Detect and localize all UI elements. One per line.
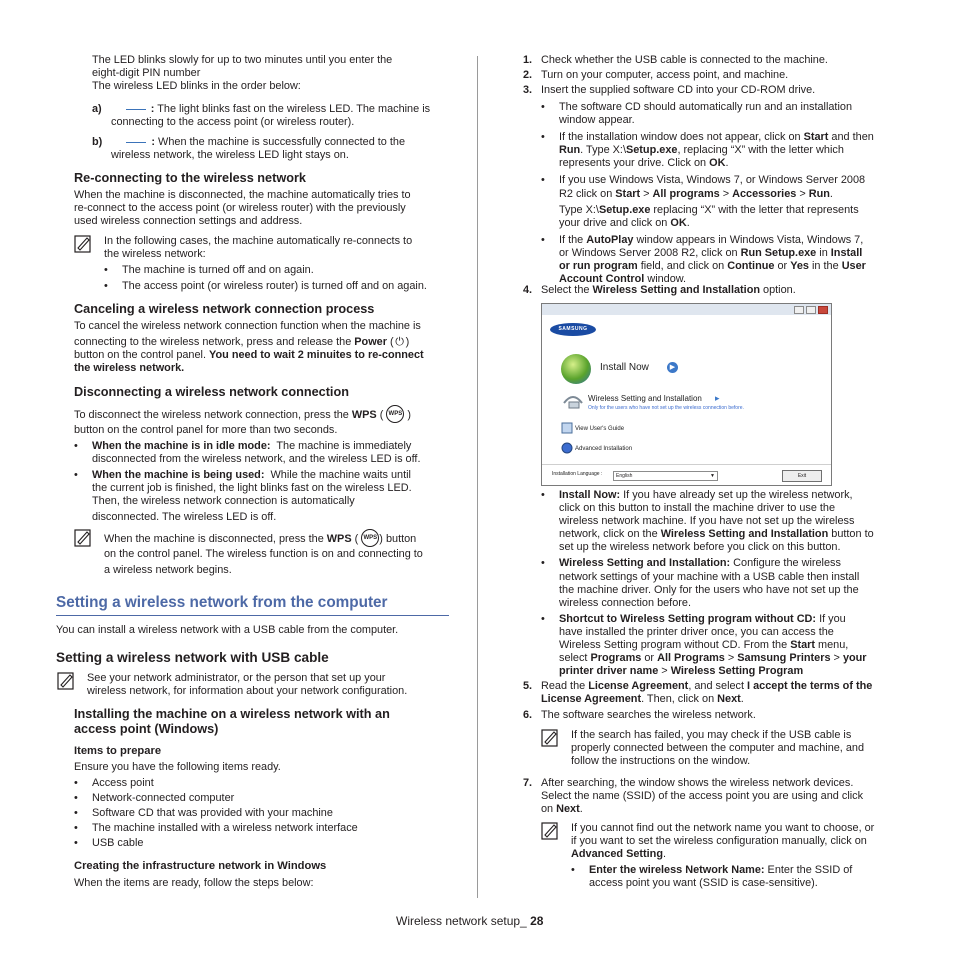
body-line: button on the control panel for more than two seconds.: [74, 424, 338, 436]
t: Start: [615, 187, 641, 200]
steps-1-3: [523, 54, 903, 97]
note-icon: [541, 729, 561, 747]
t: Programs: [590, 652, 642, 665]
note-line: wireless network, for information about your network configuration.: [87, 685, 408, 698]
items-intro: Ensure you have the following items ready.: [74, 761, 281, 773]
list-item: • Software CD that was provided with your machine: [74, 807, 464, 820]
body-line: When the machine is disconnected, the machine automatically tries to: [74, 189, 411, 201]
body-line: re-connect to the access point (or wireless router) with the previously: [74, 202, 406, 215]
led-intro-line: The wireless LED blinks in the order below:: [92, 80, 301, 93]
list-item: • The access point (or wireless router) is turned off and on again.: [104, 280, 464, 293]
arrow-right-icon[interactable]: ▶: [667, 362, 678, 373]
note-icon: [57, 672, 77, 690]
window-divider: [542, 464, 831, 465]
t: Account Control: [559, 273, 645, 286]
t: access point you want (SSID is case-sensitive).: [589, 877, 818, 890]
t: select: [559, 652, 591, 665]
usb-note: [87, 672, 457, 698]
list-item: • If you use Windows Vista, Windows 7, or Windows Server 2008: [541, 174, 901, 187]
t: Wireless Setting program without CD. From the: [559, 639, 791, 652]
section-heading: Setting a wireless network from the computer: [56, 594, 388, 611]
step-7-note: [571, 822, 901, 890]
t: Enter the SSID of: [764, 864, 853, 877]
usb-heading: Setting a wireless network with USB cable: [56, 650, 329, 665]
list-item: • USB cable: [74, 837, 464, 850]
note-text: When the machine is disconnected, press the: [104, 532, 327, 545]
chevron-right-icon[interactable]: ▸: [715, 393, 720, 403]
t: >: [724, 652, 738, 665]
section-intro: You can install a wireless network with a USB cable from the computer.: [56, 624, 399, 636]
led-step-text: connecting to the access point (or wireless router).: [111, 116, 355, 129]
cancel-body: [74, 320, 464, 375]
t: All programs: [652, 187, 720, 200]
close-icon[interactable]: [818, 306, 828, 314]
step-4: [523, 284, 903, 297]
page-number: 28: [530, 914, 544, 928]
t: , replacing “X” with the letter which: [677, 144, 844, 157]
t: window appears in Windows Vista, Windows 7,: [633, 233, 864, 246]
t: your: [842, 652, 867, 665]
advanced-install-button[interactable]: Advanced Installation: [575, 446, 633, 452]
t: Run: [559, 144, 581, 157]
t: If you: [816, 612, 846, 625]
step-number: 6.: [523, 709, 533, 722]
bullet-text: While the machine waits until: [270, 469, 411, 482]
t: window.: [644, 273, 687, 286]
t: Wireless Setting and Installation: [660, 528, 829, 541]
t: >: [830, 652, 843, 665]
reconnect-note: [104, 235, 464, 293]
t: R2 click on: [559, 187, 616, 200]
t: Advanced Setting: [571, 848, 663, 861]
items-list: [74, 761, 464, 851]
t: Continue: [727, 260, 775, 273]
heading-line: access point (Windows): [74, 722, 219, 736]
t: User: [841, 260, 866, 273]
disconnect-heading: Disconnecting a wireless network connection: [74, 385, 349, 399]
column-divider: [477, 56, 478, 898]
t: Type X:\: [559, 203, 599, 216]
t: Yes: [790, 260, 809, 273]
maximize-icon[interactable]: [806, 306, 816, 314]
t: >: [719, 187, 733, 200]
t: network settings of your machine with a USB cable then install: [559, 570, 860, 583]
t: Install Now:: [559, 489, 621, 501]
step-number: 1.: [523, 54, 533, 66]
note-line: If the search has failed, you may check if the USB cable is: [571, 729, 852, 741]
installer-window: [541, 303, 832, 486]
items-heading: Items to prepare: [74, 745, 162, 757]
t: OK: [709, 157, 726, 170]
exit-button[interactable]: Exit: [782, 470, 822, 482]
t: Setup.exe: [598, 203, 651, 216]
note-icon: [74, 529, 94, 547]
chevron-down-icon[interactable]: ▼: [710, 473, 715, 479]
disconnect-note: [104, 530, 464, 577]
note-line: follow the instructions on the window.: [571, 755, 751, 768]
reconnect-body: [74, 189, 464, 228]
wps-button-icon: WPS: [361, 529, 379, 547]
t: field, and click on: [637, 260, 728, 273]
cancel-heading: Canceling a wireless network connection process: [74, 302, 375, 316]
t: menu,: [815, 639, 849, 652]
bullet-text: disconnected from the wireless network, and the wireless LED is off.: [92, 453, 421, 466]
step-number: 4.: [523, 284, 533, 296]
t: the machine driver. Only for the users who have not set up the: [559, 583, 859, 596]
t: The software searches the wireless network.: [541, 709, 756, 722]
t: on: [541, 803, 557, 816]
t: Samsung Printers: [737, 652, 831, 665]
t: After searching, the window shows the wireless network devices.: [541, 777, 854, 789]
t: your drive and click on: [559, 216, 671, 229]
list-item: • Access point: [74, 777, 464, 790]
footer-text: Wireless network setup_: [396, 914, 531, 928]
list-item: • The machine is turned off and on again.: [104, 264, 464, 277]
t: .: [662, 848, 667, 861]
globe-icon: [561, 354, 591, 384]
t: >: [640, 187, 653, 200]
body-text: button on the control panel.: [74, 349, 210, 362]
led-blink-fast-icon: [126, 103, 146, 110]
samsung-logo: SAMSUNG: [550, 323, 596, 336]
paren: ): [405, 336, 410, 349]
t: represents your drive. Click on: [559, 157, 710, 170]
note-line: If you cannot find out the network name you want to choose, or: [571, 822, 875, 834]
step-6-note: [571, 729, 901, 768]
t: License Agreement: [588, 680, 689, 692]
note-line: See your network administrator, or the person that set up your: [87, 672, 386, 684]
bullet-text: the current job is finished, the light blinks fast on the wireless LED.: [92, 482, 412, 495]
t: Wireless Setting and Installation:: [559, 557, 731, 570]
minimize-icon[interactable]: [794, 306, 804, 314]
page-footer: [396, 914, 543, 928]
step-text: Insert the supplied software CD into your CD-ROM drive.: [541, 84, 816, 97]
list-item-cont: window appear.: [559, 114, 635, 127]
t: and then: [828, 131, 874, 144]
bullet-text: disconnected. The wireless LED is off.: [92, 510, 277, 523]
list-item: • The machine installed with a wireless network interface: [74, 822, 464, 835]
note-line: In the following cases, the machine automatically re-connects to: [104, 235, 413, 247]
t: Run: [808, 187, 830, 200]
led-step-text: wireless network, the wireless LED light stays on.: [111, 149, 349, 162]
wps-label: WPS: [351, 408, 377, 421]
language-label: Installation Language :: [552, 471, 603, 477]
t: .: [740, 693, 744, 706]
t: Install: [830, 246, 863, 259]
bullet-bold: When the machine is in idle mode:: [92, 440, 271, 453]
t: wireless network machine. If you have not set up the wireless: [559, 515, 855, 528]
install-now-button[interactable]: Install Now: [600, 362, 649, 373]
led-step-label: a): [92, 103, 102, 115]
note-text: ) button: [379, 532, 417, 545]
t: OK: [670, 216, 687, 229]
t: >: [658, 665, 671, 678]
t: wireless connection before.: [559, 596, 691, 609]
t: network, click on the: [559, 528, 661, 541]
t: Accessories: [732, 187, 797, 200]
step-number: 2.: [523, 69, 533, 82]
bullet-bold: When the machine is being used:: [92, 469, 265, 482]
t: I accept the terms of the: [747, 680, 873, 692]
step-text: Turn on your computer, access point, and machine.: [541, 69, 789, 82]
t: or Windows Server 2008 R2, click on: [559, 246, 741, 259]
t: If the: [559, 233, 587, 246]
note-line: on the control panel. The wireless function is on and connecting to: [104, 548, 423, 560]
t: Next: [556, 803, 580, 816]
note-line: the wireless network:: [104, 248, 206, 261]
t: Select the: [541, 284, 593, 296]
led-intro: [92, 54, 462, 93]
wireless-setting-hint: Only for the users who have not set up the wireless connection before.: [588, 405, 744, 411]
note-line: properly connected between the computer and machine, and: [571, 742, 865, 755]
list-item: • The software CD should automatically run and an installation: [541, 101, 901, 114]
body-line: To cancel the wireless network connection function when the machine is: [74, 320, 421, 332]
led-step-label: b): [92, 136, 103, 148]
infra-heading: Creating the infrastructure network in Windows: [74, 860, 327, 872]
body-text: connecting to the wireless network, press and release the: [74, 336, 355, 349]
wps-label: WPS: [326, 532, 352, 545]
t: . Then, click on: [641, 693, 718, 706]
led-steady-icon: [126, 136, 146, 143]
note-line: if you want to set the wireless configuration manually, click on: [571, 835, 867, 848]
list-item: • Network-connected computer: [74, 792, 464, 805]
t: .: [829, 187, 833, 200]
t: >: [796, 187, 809, 200]
t: License Agreement: [541, 693, 642, 706]
t: Wireless Setting Program: [670, 665, 804, 678]
led-step-text: The light blinks fast on the wireless LED. The machine is: [157, 103, 431, 115]
t: .: [686, 216, 690, 229]
paren: (: [354, 532, 359, 545]
t: Enter the wireless Network Name:: [589, 864, 765, 877]
colon: :: [151, 136, 156, 148]
t: Next: [717, 693, 741, 706]
paren: ): [407, 408, 412, 421]
t: option.: [760, 284, 796, 296]
body-text: To disconnect the wireless network connection, press the: [74, 408, 352, 421]
led-step-b: [92, 136, 462, 162]
wireless-setup-icon: [562, 391, 584, 409]
t: Start: [790, 639, 816, 652]
power-label: Power: [354, 336, 387, 349]
led-step-a: [92, 103, 462, 129]
section-rule: [56, 615, 449, 616]
t: Wireless Setting and Installation: [592, 284, 760, 296]
t: If you have already set up the wireless network,: [620, 489, 853, 501]
t: AutoPlay: [586, 233, 634, 246]
heading-line: Installing the machine on a wireless network with an: [74, 707, 390, 721]
t: Run Setup.exe: [740, 246, 817, 259]
t: in the: [808, 260, 842, 273]
t: Shortcut to Wireless Setting program without CD:: [559, 612, 817, 625]
language-select[interactable]: [613, 471, 718, 481]
wireless-setting-button[interactable]: Wireless Setting and Installation: [588, 394, 702, 403]
step-3-bullets: [541, 101, 901, 286]
note-icon: [541, 822, 561, 840]
power-icon: ⏻: [395, 336, 404, 349]
t: or: [641, 652, 658, 665]
advanced-install-icon: [561, 442, 573, 454]
t: , and select: [688, 680, 748, 692]
t: .: [725, 157, 729, 170]
t: set up the wireless network before you click on this button.: [559, 541, 841, 554]
step-7: [523, 777, 903, 816]
infra-intro: When the items are ready, follow the steps below:: [74, 877, 314, 889]
t: All Programs: [657, 652, 725, 665]
t: .: [579, 803, 583, 816]
colon: :: [150, 103, 155, 115]
t: Setup.exe: [625, 144, 678, 157]
view-guide-button[interactable]: View User's Guide: [575, 426, 625, 432]
t: If the installation window does not appear, click on: [559, 131, 804, 144]
bullet-text: Then, the wireless network connection is automatically: [92, 495, 355, 508]
note-line: a wireless network begins.: [104, 564, 232, 577]
paren: (: [379, 408, 384, 421]
t: printer driver name: [559, 665, 659, 678]
led-intro-line: eight-digit PIN number: [92, 67, 201, 80]
t: Configure the wireless: [730, 557, 841, 570]
t: . Type X:\: [580, 144, 626, 157]
t: button to: [828, 528, 874, 541]
guide-icon: [561, 422, 573, 434]
reconnect-heading: Re-connecting to the wireless network: [74, 171, 306, 185]
step-number: 7.: [523, 777, 533, 789]
language-value: English: [616, 473, 633, 479]
step-text: Check whether the USB cable is connected to the machine.: [541, 54, 828, 66]
body-bold: You need to wait 2 minuites to re-connect: [209, 349, 424, 362]
body-line: used wireless connection settings and address.: [74, 215, 303, 228]
body-bold: the wireless network.: [74, 362, 185, 375]
t: replacing “X” with the letter that represents: [650, 203, 859, 216]
t: or: [774, 260, 791, 273]
paren: (: [390, 336, 394, 349]
bullet-text: The machine is immediately: [276, 440, 412, 453]
step-number: 5.: [523, 680, 533, 692]
step-number: 3.: [523, 84, 533, 97]
installer-bullets: [541, 489, 901, 678]
led-intro-line: The LED blinks slowly for up to two minutes until you enter the: [92, 54, 393, 66]
t: Read the: [541, 680, 589, 692]
t: click on this button to install the machine driver to use the: [559, 502, 836, 515]
note-icon: [74, 235, 94, 253]
t: Select the name (SSID) of the access point you are using and click: [541, 790, 864, 803]
wps-button-icon: WPS: [386, 405, 404, 423]
disconnect-body: [74, 404, 464, 524]
installer-title-bar: [542, 304, 831, 315]
t: have installed the printer driver once, you can access the: [559, 625, 834, 638]
t: Start: [803, 131, 829, 144]
t: in: [816, 246, 831, 259]
install-heading: [74, 707, 390, 737]
t: or run program: [559, 260, 638, 273]
step-5: [523, 680, 903, 722]
led-step-text: When the machine is successfully connected to the: [158, 136, 406, 148]
